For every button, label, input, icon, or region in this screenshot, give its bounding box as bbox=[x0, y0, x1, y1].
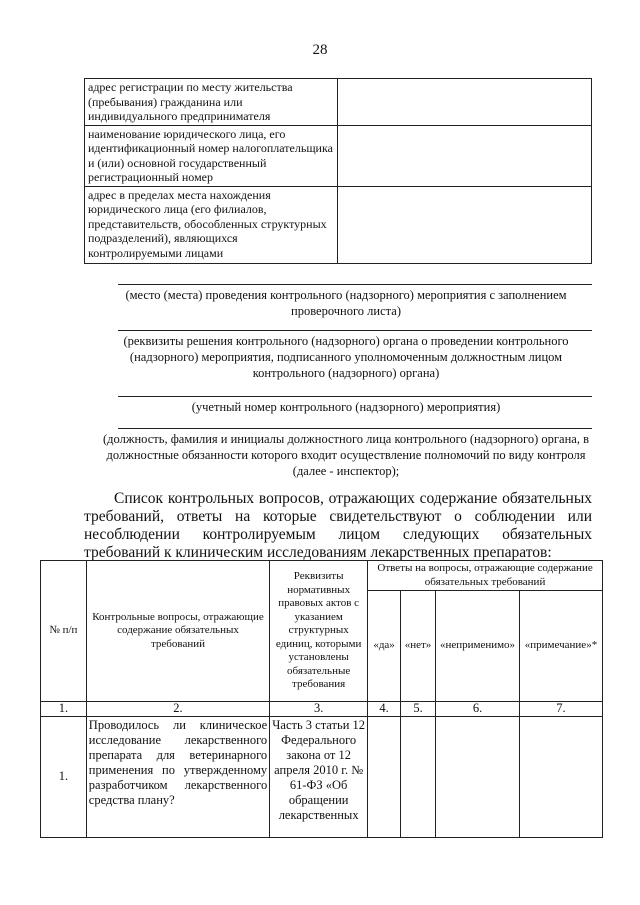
header-yes: «да» bbox=[368, 591, 401, 702]
checklist-heading-text: Список контрольных вопросов, отражающих содержание обязательных требований, ответы на которые свидетельствуют о соблюдении или несоблюдении контролируемым лицом следующих обязательных требований к клиническим исследованиям лекарственных препаратов: bbox=[84, 490, 592, 561]
row-question: Проводилось ли клиническое исследование лекарственного препарата для ветеринарного применения по утвержденному разработчиком лекарственного средства плану? bbox=[86, 716, 269, 837]
table-row bbox=[41, 716, 603, 837]
checklist-heading bbox=[84, 490, 592, 562]
header-requisites: Реквизиты нормативных правовых актов с указанием структурных единиц, которыми установлены обязательные требования bbox=[270, 561, 368, 702]
info-table bbox=[84, 78, 592, 264]
info-label: наименование юридического лица, его идентификационный номер налогоплательщика и (или) основной государственный регистрационный номер bbox=[85, 125, 338, 186]
info-label: адрес в пределах места нахождения юридического лица (его филиалов, представительств, обособленных структурных подразделений), являющихся контролируемыми лицами bbox=[85, 186, 338, 263]
info-row bbox=[85, 125, 592, 186]
header-note: «примечание»* bbox=[519, 591, 602, 702]
account-number-fill-line[interactable] bbox=[118, 396, 592, 397]
answer-no-cell[interactable] bbox=[401, 716, 436, 837]
header-answers-group: Ответы на вопросы, отражающие содержание обязательных требований bbox=[368, 561, 603, 591]
checklist-table bbox=[40, 560, 603, 838]
column-number-row bbox=[41, 702, 603, 717]
page-number: 28 bbox=[312, 42, 328, 58]
info-label: адрес регистрации по месту жительства (пребывания) гражданина или индивидуального предпринимателя bbox=[85, 79, 338, 126]
info-value-field[interactable] bbox=[338, 186, 592, 263]
info-row bbox=[85, 186, 592, 263]
column-number: 7. bbox=[519, 702, 602, 717]
column-number: 4. bbox=[368, 702, 401, 717]
decision-fill-line[interactable] bbox=[118, 330, 592, 331]
column-number: 3. bbox=[270, 702, 368, 717]
header-not-applicable: «неприменимо» bbox=[436, 591, 520, 702]
info-row bbox=[85, 79, 592, 126]
inspector-fill-line[interactable] bbox=[118, 428, 592, 429]
decision-caption: (реквизиты решения контрольного (надзорного) органа о проведении контрольного (надзорного) мероприятия, подписанного уполномоченным должностным лицом контрольного (надзорного) органа) bbox=[123, 334, 569, 380]
answer-not-applicable-cell[interactable] bbox=[436, 716, 520, 837]
header-questions: Контрольные вопросы, отражающие содержание обязательных требований bbox=[86, 561, 269, 702]
row-requisites: Часть 3 статьи 12 Федерального закона от 12 апреля 2010 г. № 61-ФЗ «Об обращении лекарственных bbox=[270, 716, 368, 837]
table-header-row bbox=[41, 561, 603, 591]
place-caption: (место (места) проведения контрольного (надзорного) мероприятия с заполнением проверочного листа) bbox=[125, 288, 567, 318]
info-value-field[interactable] bbox=[338, 125, 592, 186]
column-number: 1. bbox=[41, 702, 87, 717]
info-value-field[interactable] bbox=[338, 79, 592, 126]
place-fill-line[interactable] bbox=[118, 284, 592, 285]
header-no: «нет» bbox=[401, 591, 436, 702]
column-number: 6. bbox=[436, 702, 520, 717]
row-number: 1. bbox=[41, 716, 87, 837]
column-number: 5. bbox=[401, 702, 436, 717]
answer-yes-cell[interactable] bbox=[368, 716, 401, 837]
header-number: № п/п bbox=[41, 561, 87, 702]
column-number: 2. bbox=[86, 702, 269, 717]
account-number-caption: (учетный номер контрольного (надзорного) мероприятия) bbox=[191, 400, 501, 414]
inspector-caption: (должность, фамилия и инициалы должностного лица контрольного (надзорного) органа, в должностные обязанности которого входит осуществление полномочий по виду контроля (далее - инспектор); bbox=[103, 432, 589, 478]
answer-note-cell[interactable] bbox=[519, 716, 602, 837]
